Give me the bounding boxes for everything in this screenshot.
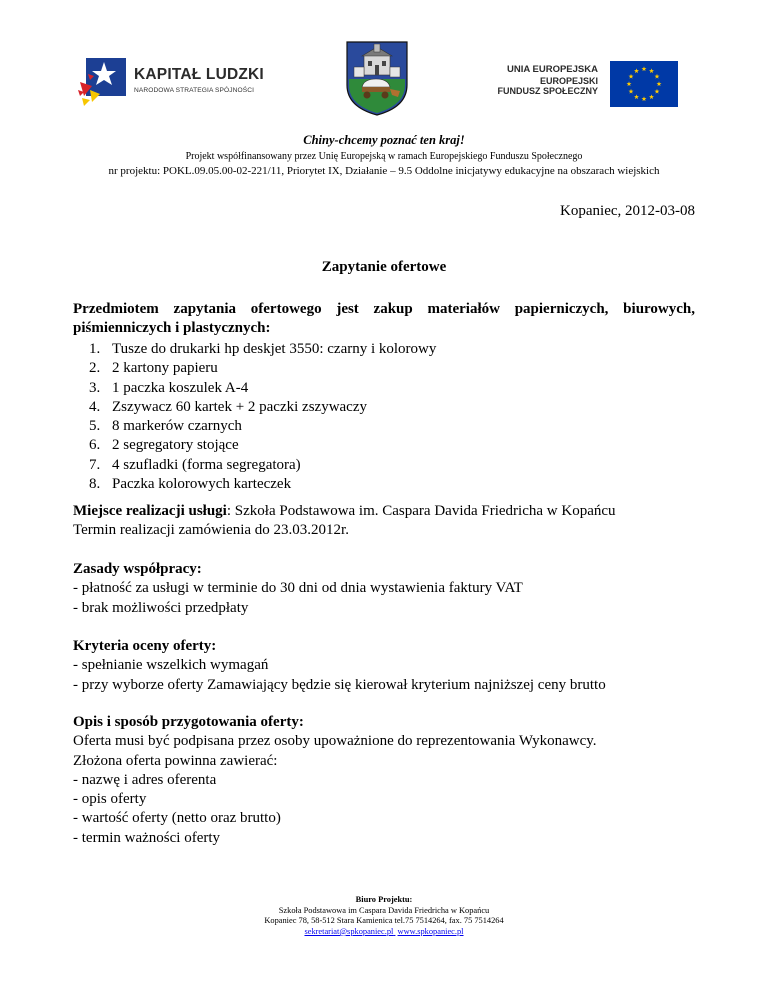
realization-place: [73, 502, 713, 521]
item-text: 8 markerów czarnych: [112, 418, 242, 435]
list-item: [89, 359, 609, 378]
list-item: [89, 398, 609, 417]
item-number: 1.: [89, 341, 101, 357]
kapital-ludzki-title: KAPITAŁ LUDZKI: [134, 66, 264, 83]
rule-line: - brak możliwości przedpłaty: [73, 599, 249, 616]
email-link-space[interactable]: [393, 927, 395, 936]
cooperation-rules-heading: Zasady współpracy:: [73, 561, 202, 577]
kapital-ludzki-subtitle: NARODOWA STRATEGIA SPÓJNOŚCI: [134, 87, 255, 94]
request-subject: Przedmiotem zapytania ofertowego jest zakup materiałów papierniczych, biurowych, piśmienniczych i plastycznych:: [73, 301, 695, 337]
project-office-footer: [0, 895, 768, 937]
list-item: [89, 379, 609, 398]
eu-line-1: UNIA EUROPEJSKA: [507, 64, 598, 75]
item-number: 7.: [89, 456, 101, 473]
list-item: [89, 417, 609, 436]
list-item: [89, 456, 609, 475]
document-title: Zapytanie ofertowe: [321, 259, 447, 275]
item-text: Zszywacz 60 kartek + 2 paczki zszywaczy: [112, 398, 367, 415]
website-link[interactable]: www.spkopaniec.pl: [397, 926, 464, 936]
document-date: Kopaniec, 2012-03-08: [560, 203, 695, 219]
project-cofinancing-line: Projekt współfinansowany przez Unię Europejską w ramach Europejskiego Funduszu Społecznego: [185, 151, 583, 162]
item-text: Paczka kolorowych karteczek: [112, 476, 292, 493]
footer-contact-line: Kopaniec 78, 58-512 Stara Kamienica tel.75 7514264, fax. 75 7514264: [264, 916, 504, 926]
footer-heading: Biuro Projektu:: [355, 895, 413, 904]
offer-preparation-section: [73, 713, 713, 848]
offer-preparation-heading: Opis i sposób przygotowania oferty:: [73, 714, 304, 730]
preparation-line: Oferta musi być podpisana przez osoby upoważnione do reprezentowania Wykonawcy.: [73, 733, 597, 750]
item-text: 2 kartony papieru: [112, 360, 218, 377]
item-number: 3.: [89, 379, 101, 396]
preparation-line: Złożona oferta powinna zawierać:: [73, 752, 278, 769]
eu-line-3: FUNDUSZ SPOŁECZNY: [497, 86, 598, 96]
eu-fund-label: [480, 64, 598, 96]
footer-address-line: Szkoła Podstawowa im Caspara Davida Friedricha w Kopańcu: [278, 905, 490, 915]
municipality-crest: [346, 41, 408, 116]
preparation-line: - wartość oferty (netto oraz brutto): [73, 810, 281, 827]
coat-of-arms-icon: [346, 41, 408, 116]
cooperation-rules-section: [73, 560, 713, 618]
realization-label: Miejsce realizacji usługi: [73, 503, 227, 519]
item-text: 2 segregatory stojące: [112, 437, 239, 454]
email-link[interactable]: sekretariat@spkopaniec.pl: [304, 926, 394, 936]
evaluation-criteria-heading: Kryteria oceny oferty:: [73, 638, 217, 654]
item-number: 4.: [89, 398, 101, 415]
project-title: Chiny-chcemy poznać ten kraj!: [303, 133, 465, 147]
list-item: [89, 436, 609, 455]
list-item: [89, 340, 609, 359]
project-number-line: nr projektu: POKL.09.05.00-02-221/11, Priorytet IX, Działanie – 9.5 Oddolne inicjatywy edukacyjne na obszarach wiejskich: [108, 165, 660, 177]
evaluation-criteria-section: [73, 637, 713, 695]
eu-flag-icon: [610, 61, 678, 107]
preparation-line: - nazwę i adres oferenta: [73, 771, 217, 788]
items-list: [89, 340, 609, 494]
item-number: 2.: [89, 360, 101, 377]
item-text: Tusze do drukarki hp deskjet 3550: czarny i kolorowy: [112, 341, 437, 357]
item-text: 1 paczka koszulek A-4: [112, 379, 249, 396]
rule-line: - płatność za usługi w terminie do 30 dni od dnia wystawienia faktury VAT: [73, 580, 523, 597]
criteria-line: - spełnianie wszelkich wymagań: [73, 657, 269, 674]
item-text: 4 szufladki (forma segregatora): [112, 456, 301, 473]
list-item: [89, 475, 609, 494]
eu-flag: [610, 61, 678, 107]
preparation-line: - opis oferty: [73, 791, 147, 808]
eu-line-2: EUROPEJSKI: [539, 76, 598, 86]
footer-links: [0, 927, 768, 938]
realization-deadline: Termin realizacji zamówienia do 23.03.2012r.: [73, 522, 349, 539]
realization-section: [73, 502, 713, 541]
realization-value: : Szkoła Podstawowa im. Caspara Davida Friedricha w Kopańcu: [226, 503, 616, 519]
kapital-ludzki-logo: [78, 52, 278, 112]
kapital-ludzki-emblem-icon: [78, 52, 132, 112]
criteria-line: - przy wyborze oferty Zamawiający będzie się kierował kryterium najniższej ceny brutto: [73, 676, 606, 693]
item-number: 8.: [89, 476, 101, 493]
item-number: 5.: [89, 418, 101, 435]
item-number: 6.: [89, 437, 101, 454]
preparation-line: - termin ważności oferty: [73, 829, 221, 846]
